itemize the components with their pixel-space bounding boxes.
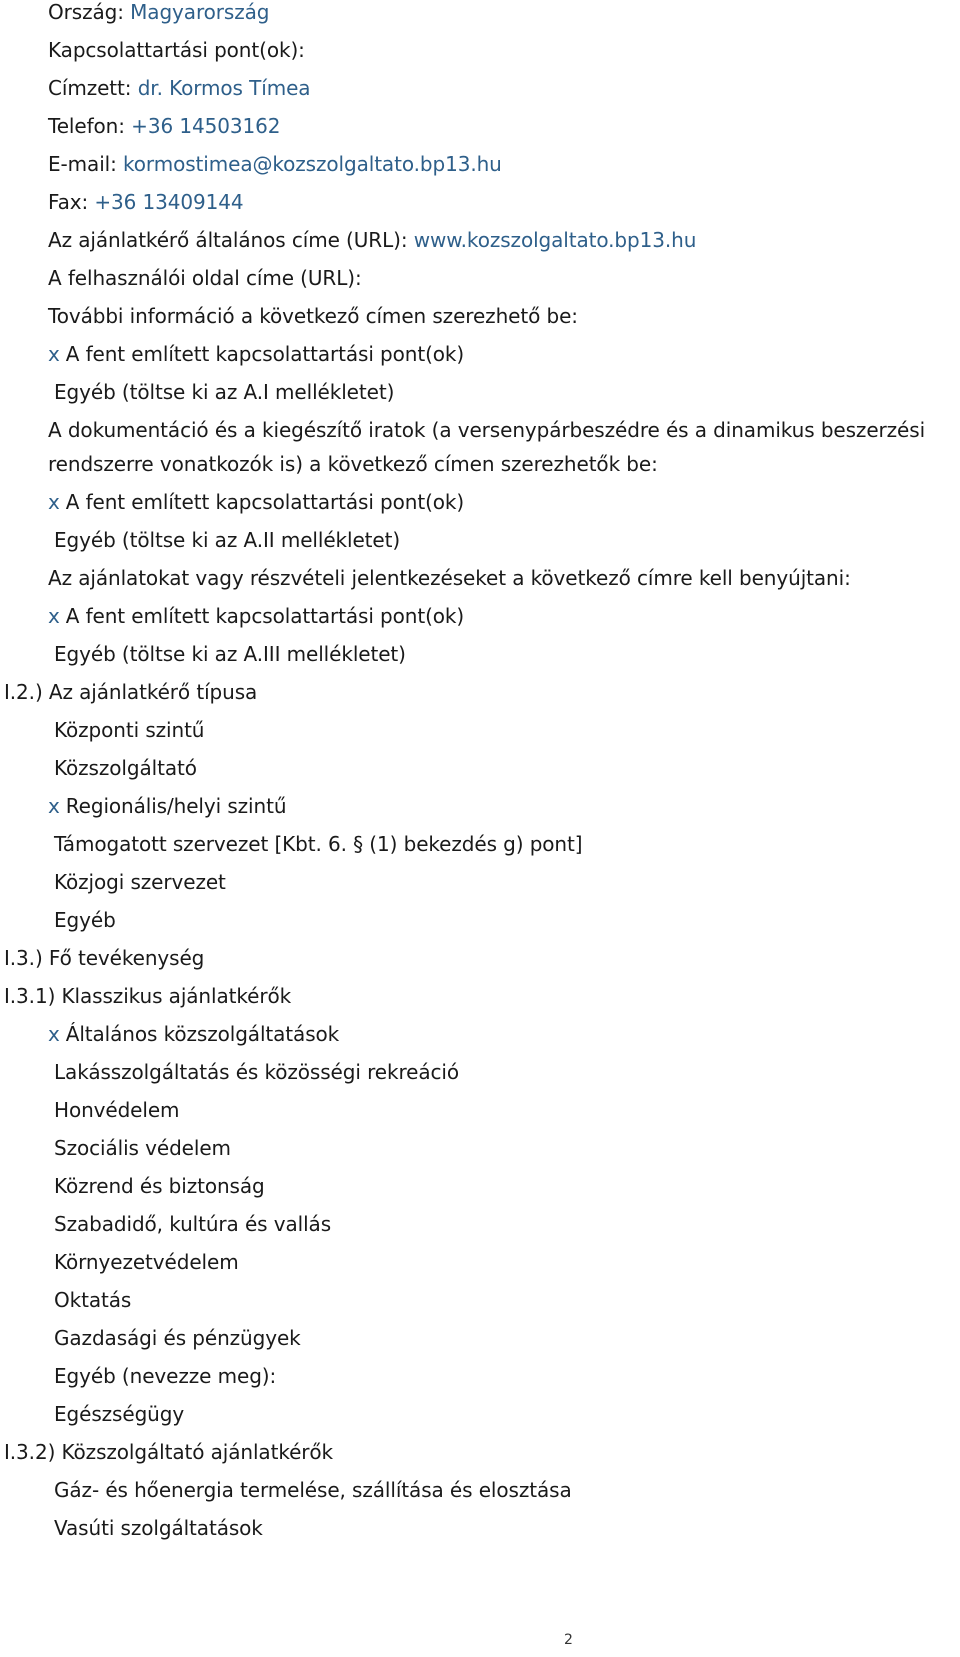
buyer-profile-label: A felhasználói oldal címe (URL): (48, 266, 362, 290)
email-label: E-mail: (48, 152, 117, 176)
general-url-value: www.kozszolgaltato.bp13.hu (413, 228, 697, 252)
checked-mark: x (48, 1022, 60, 1046)
section-1-3-heading: I.3.) Fő tevékenység (4, 946, 205, 970)
list-item: Honvédelem (54, 1098, 180, 1122)
section-1-3-1-heading: I.3.1) Klasszikus ajánlatkérők (4, 984, 292, 1008)
list-item: Támogatott szervezet [Kbt. 6. § (1) bekezdés g) pont] (54, 832, 583, 856)
list-item: Egyéb (nevezze meg): (54, 1364, 277, 1388)
option-label: A fent említett kapcsolattartási pont(ok) (65, 342, 465, 366)
list-item-label: Regionális/helyi szintű (65, 794, 287, 818)
country-label: Ország: (48, 0, 124, 24)
general-url-label: Az ajánlatkérő általános címe (URL): (48, 228, 408, 252)
further-info-heading: További információ a következő címen szerezhető be: (48, 304, 578, 328)
list-item: Egészségügy (54, 1402, 185, 1426)
list-item: Közrend és biztonság (54, 1174, 265, 1198)
email-line (48, 150, 502, 178)
addressee-value: dr. Kormos Tímea (137, 76, 311, 100)
section-1-2-heading: I.2.) Az ajánlatkérő típusa (4, 680, 258, 704)
list-item-label: Általános közszolgáltatások (65, 1022, 340, 1046)
submission-heading: Az ajánlatokat vagy részvételi jelentkezéseket a következő címre kell benyújtani: (48, 566, 851, 590)
documents-option-other: Egyéb (töltse ki az A.II mellékletet) (54, 528, 401, 552)
list-item: Közjogi szervezet (54, 870, 226, 894)
list-item: Központi szintű (54, 718, 205, 742)
option-label: A fent említett kapcsolattartási pont(ok) (65, 604, 465, 628)
list-item-checked (48, 792, 286, 820)
documents-heading-line1: A dokumentáció és a kiegészítő iratok (a versenypárbeszédre és a dinamikus beszerzési (48, 418, 926, 442)
country-value: Magyarország (130, 0, 270, 24)
phone-label: Telefon: (48, 114, 125, 138)
addressee-line (48, 74, 310, 102)
submission-option-above (48, 602, 464, 630)
list-item: Közszolgáltató (54, 756, 197, 780)
fax-line (48, 188, 244, 216)
phone-line (48, 112, 280, 140)
country-line (48, 0, 269, 26)
contact-points-label: Kapcsolattartási pont(ok): (48, 38, 305, 62)
checked-mark: x (48, 794, 60, 818)
fax-value: +36 13409144 (94, 190, 244, 214)
list-item: Szociális védelem (54, 1136, 231, 1160)
further-info-option-above (48, 340, 464, 368)
general-url-line (48, 226, 696, 254)
submission-option-other: Egyéb (töltse ki az A.III mellékletet) (54, 642, 406, 666)
list-item-checked (48, 1020, 339, 1048)
list-item: Szabadidő, kultúra és vallás (54, 1212, 332, 1236)
section-1-3-2-heading: I.3.2) Közszolgáltató ajánlatkérők (4, 1440, 334, 1464)
documents-option-above (48, 488, 464, 516)
phone-value: +36 14503162 (131, 114, 281, 138)
page-number: 2 (564, 1632, 573, 1648)
documents-heading-line2: rendszerre vonatkozók is) a következő címen szerezhetők be: (48, 452, 658, 476)
list-item: Oktatás (54, 1288, 132, 1312)
further-info-option-other: Egyéb (töltse ki az A.I mellékletet) (54, 380, 395, 404)
option-label: A fent említett kapcsolattartási pont(ok) (65, 490, 465, 514)
list-item: Egyéb (54, 908, 116, 932)
list-item: Lakásszolgáltatás és közösségi rekreáció (54, 1060, 459, 1084)
checked-mark: x (48, 490, 60, 514)
list-item: Gazdasági és pénzügyek (54, 1326, 301, 1350)
list-item: Környezetvédelem (54, 1250, 239, 1274)
checked-mark: x (48, 604, 60, 628)
fax-label: Fax: (48, 190, 89, 214)
email-value: kormostimea@kozszolgaltato.bp13.hu (123, 152, 502, 176)
list-item: Vasúti szolgáltatások (54, 1516, 263, 1540)
checked-mark: x (48, 342, 60, 366)
addressee-label: Címzett: (48, 76, 132, 100)
list-item: Gáz- és hőenergia termelése, szállítása és elosztása (54, 1478, 572, 1502)
